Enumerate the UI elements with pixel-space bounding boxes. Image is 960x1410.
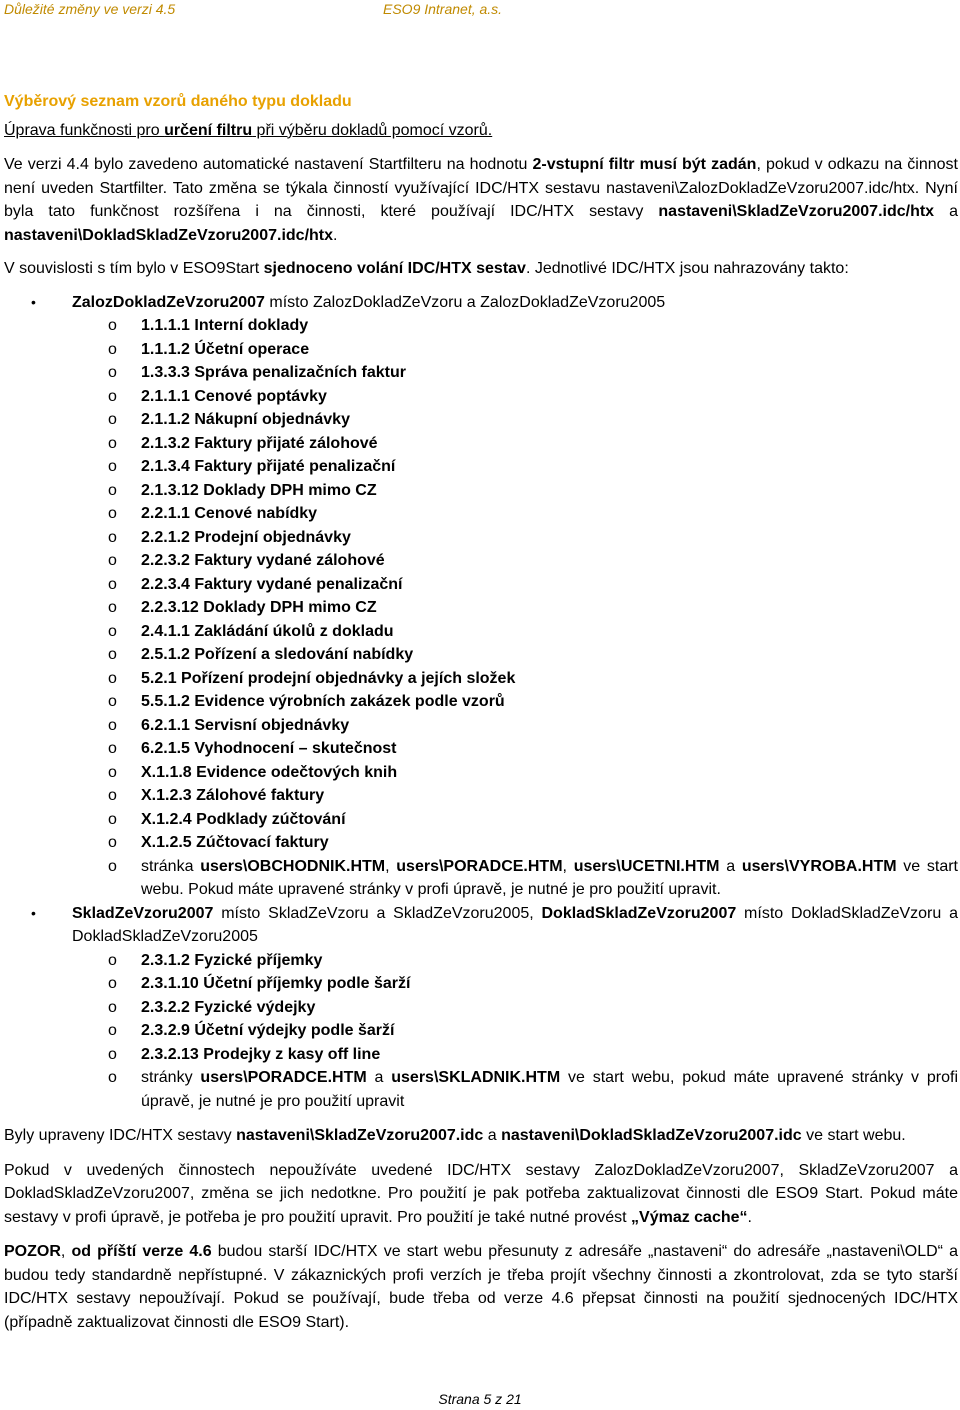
list-item: o 2.3.1.10 Účetní příjemky podle šarží — [108, 975, 411, 992]
document-body — [4, 90, 958, 1334]
list-item: o 2.3.2.9 Účetní výdejky podle šarží — [108, 1022, 395, 1039]
list-item: o 5.2.1 Pořízení prodejní objednávky a jejích složek — [108, 669, 516, 687]
list-item-pages: o stránka users\OBCHODNIK.HTM, users\PORADCE.HTM, users\UCETNI.HTM a users\VYROBA.HTM ve start webu. Pokud máte upravené stránky v profi úpravě, je nutné je pro použití upravit. — [108, 857, 959, 898]
section-subtitle: Úprava funkčnosti pro určení filtru při výběru dokladů pomocí vzorů. — [4, 121, 493, 139]
list-item: o 6.2.1.5 Vyhodnocení – skutečnost — [108, 740, 397, 757]
list-item: o 1.1.1.2 Účetní operace — [108, 340, 310, 358]
activity-list-zaloz — [72, 314, 958, 902]
page-number: Strana 5 z 21 — [438, 1391, 522, 1407]
list-item: o X.1.2.5 Zúčtovací faktury — [108, 834, 329, 851]
list-item: o 6.2.1.1 Servisní objednávky — [108, 716, 350, 734]
list-item: o 5.5.1.2 Evidence výrobních zakázek podle vzorů — [108, 693, 505, 710]
list-item: o 2.2.3.4 Faktury vydané penalizační — [108, 575, 403, 593]
list-item: o 2.1.3.12 Doklady DPH mimo CZ — [108, 481, 377, 499]
list-item: o 2.5.1.2 Pořízení a sledování nabídky — [108, 646, 414, 663]
list-item: o X.1.2.3 Zálohové faktury — [108, 787, 325, 804]
list-item: o 2.2.1.1 Cenové nabídky — [108, 505, 318, 522]
list-item: o X.1.2.4 Podklady zúčtování — [108, 810, 346, 828]
list-item: o 1.1.1.1 Interní doklady — [108, 317, 309, 334]
paragraph-intro: Ve verzi 4.4 bylo zavedeno automatické nastavení Startfilteru na hodnotu 2-vstupní filtr musí být zadán, pokud v odkazu na činnost není uveden Startfilter. Tato změna se týkala činností využívající IDC/HTX sestavu nastaveni\ZalozDokladZeVzoru2007.idc/htx. Nyní byla tato funkčnost rozšířena i na činnosti, které používají IDC/HTX sestavy nastaveni\SkladZeVzoru2007.idc/htx a nastaveni\DokladSkladZeVzoru2007.idc/htx. — [4, 156, 959, 244]
list-item-pages: o stránky users\PORADCE.HTM a users\SKLADNIK.HTM ve start webu, pokud máte upravené stránky v profi úpravě, je nutné je pro použití upravit — [108, 1069, 959, 1110]
header-doc-title: Důležité změny ve verzi 4.5 — [4, 1, 176, 17]
list-item: o 2.1.1.1 Cenové poptávky — [108, 387, 327, 405]
header-company: ESO9 Intranet, a.s. — [383, 1, 503, 17]
list-item-sklad: • SkladZeVzoru2007 místo SkladZeVzoru a SkladZeVzoru2005, DokladSkladZeVzoru2007 místo DokladSkladZeVzoru a DokladSkladZeVzoru2005 o 2.3.1.2 Fyzické příjemky o 2.3.1.10 Účetní příjemky podle šarží o 2.3.2.2 Fyzické výdejky o 2.3.2.9 Účetní výdejky podle šarží o 2.3.2.13 Prodejky z kasy off line o stránky users\PORADCE.HTM a users\SKLADNIK.HTM ve start webu, pokud máte upravené stránky v profi úpravě, je nutné je pro použití upravit — [4, 902, 958, 1114]
activity-list-sklad — [72, 949, 958, 1114]
list-item: o 2.3.2.2 Fyzické výdejky — [108, 998, 316, 1016]
list-item: o 2.2.1.2 Prodejní objednávky — [108, 528, 351, 546]
paragraph-notice: Pokud v uvedených činnostech nepoužíváte uvedené IDC/HTX sestavy ZalozDokladZeVzoru2007, SkladZeVzoru2007 a DokladSkladZeVzoru2007, změna se jich nedotkne. Pro použití je pak potřeba zaktualizovat činnosti dle ESO9 Start. Pokud máte sestavy v profi úpravě, je potřeba je pro použití upravit. Pro použití je také nutné provést „Výmaz cache“. — [4, 1161, 958, 1226]
list-item: o 1.3.3.3 Správa penalizačních faktur — [108, 364, 407, 381]
paragraph-updated: Byly upraveny IDC/HTX sestavy nastaveni\SkladZeVzoru2007.idc a nastaveni\DokladSkladZeVzoru2007.idc ve start webu. — [4, 1127, 906, 1144]
list-item: o 2.3.1.2 Fyzické příjemky — [108, 951, 323, 969]
list-item: o 2.4.1.1 Zakládání úkolů z dokladu — [108, 622, 394, 640]
list-item: o 2.1.1.2 Nákupní objednávky — [108, 411, 350, 428]
paragraph-unification: V souvislosti s tím bylo v ESO9Start sjednoceno volání IDC/HTX sestav. Jednotlivé IDC/HTX jsou nahrazovány takto: — [4, 260, 849, 277]
section-title: Výběrový seznam vzorů daného typu dokladu — [4, 93, 352, 110]
page-header — [4, 0, 956, 20]
replacement-list — [4, 291, 958, 1114]
list-item: o 2.2.3.2 Faktury vydané zálohové — [108, 552, 385, 569]
list-item-zaloz-doklad: • ZalozDokladZeVzoru2007 místo ZalozDokladZeVzoru a ZalozDokladZeVzoru2005 o 1.1.1.1 Interní doklady o 1.1.1.2 Účetní operace o 1.3.3.3 Správa penalizačních faktur o 2.1.1.1 Cenové poptávky o 2.1.1.2 Nákupní objednávky o 2.1.3.2 Faktury přijaté zálohové o 2.1.3.4 Faktury přijaté penalizační o 2.1.3.12 Doklady DPH mimo CZ o 2.2.1.1 Cenové nabídky o 2.2.1.2 Prodejní objednávky o 2.2.3.2 Faktury vydané zálohové o 2.2.3.4 Faktury vydané penalizační o 2.2.3.12 Doklady DPH mimo CZ o 2.4.1.1 Zakládání úkolů z dokladu o 2.5.1.2 Pořízení a sledování nabídky o 5.2.1 Pořízení prodejní objednávky a jejích složek o 5.5.1.2 Evidence výrobních zakázek podle vzorů o 6.2.1.1 Servisní objednávky o 6.2.1.5 Vyhodnocení – skutečnost o X.1.1.8 Evidence odečtových knih o X.1.2.3 Zálohové faktury o X.1.2.4 Podklady zúčtování o X.1.2.5 Zúčtovací faktury o stránka users\OBCHODNIK.HTM, users\PORADCE.HTM, users\UCETNI.HTM a users\VYROBA.HTM ve start webu. Pokud máte upravené stránky v profi úpravě, je nutné je pro použití upravit. — [4, 291, 958, 902]
list-item: o X.1.1.8 Evidence odečtových knih — [108, 763, 398, 781]
list-item: o 2.1.3.4 Faktury přijaté penalizační — [108, 458, 396, 475]
list-item: o 2.2.3.12 Doklady DPH mimo CZ — [108, 599, 377, 616]
list-item: o 2.3.2.13 Prodejky z kasy off line — [108, 1045, 381, 1063]
paragraph-warning: POZOR, od příští verze 4.6 budou starší IDC/HTX ve start webu přesunuty z adresáře „nastaveni“ do adresáře „nastaveni\OLD“ a budou tedy standardně nepřístupné. V zákaznických profi verzích je třeba projít všechny činnosti a zkontrolovat, zda se tyto starší IDC/HTX sestavy nepoužívají. Pokud se používají, bude třeba od verze 4.6 přepsat činnosti na použití sjednocených IDC/HTX (případně zaktualizovat činnosti dle ESO9 Start). — [4, 1243, 958, 1331]
list-item: o 2.1.3.2 Faktury přijaté zálohové — [108, 434, 378, 452]
